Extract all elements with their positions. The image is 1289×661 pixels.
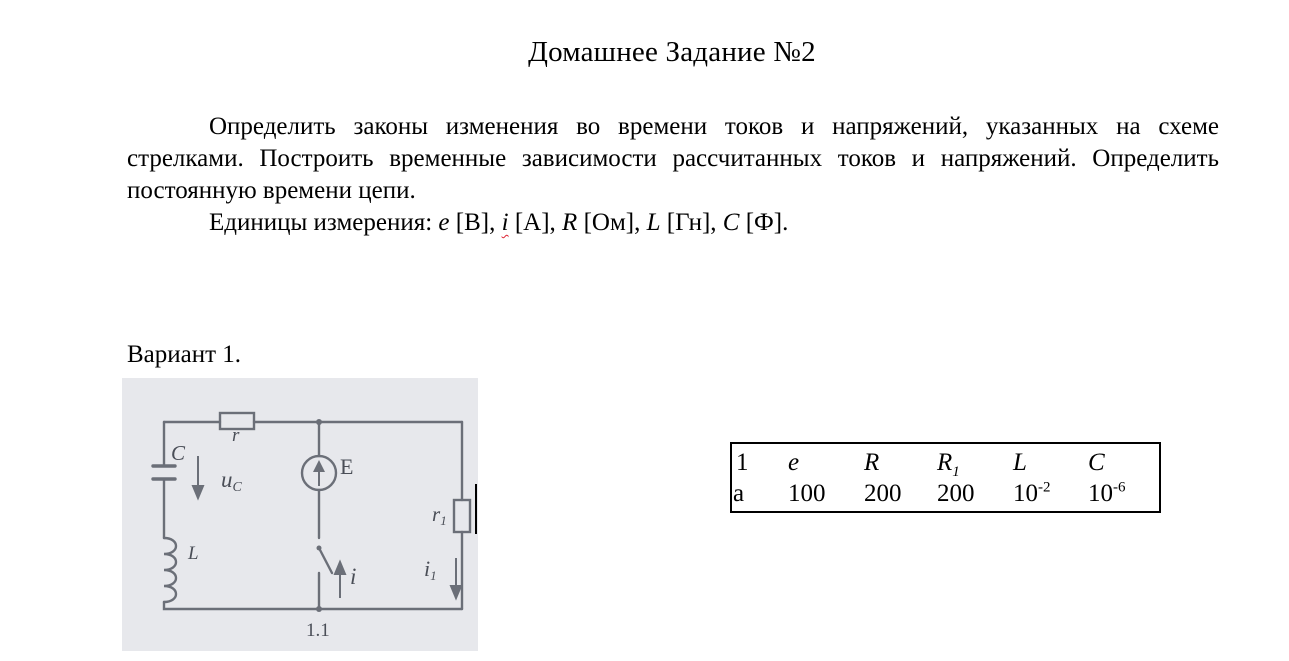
- label-i1: i1: [424, 556, 437, 583]
- circuit-photo: [122, 378, 478, 651]
- unit-C: [Ф].: [739, 209, 789, 236]
- table-cell: 1: [736, 448, 749, 476]
- label-r1: r1: [432, 502, 447, 528]
- page-title: Домашнее Задание №2: [528, 36, 816, 68]
- unit-i: [А],: [508, 209, 563, 236]
- units-line: [209, 207, 788, 239]
- inductor-l: [164, 538, 176, 602]
- unit-e: [В],: [449, 209, 502, 236]
- table-cell: a: [733, 479, 745, 507]
- table-cell: e: [788, 448, 800, 476]
- unit-symbol-C: C: [722, 209, 740, 236]
- current-arrow-i: [335, 562, 345, 574]
- figure-number: 1.1: [306, 620, 330, 641]
- label-i: i: [350, 564, 357, 589]
- label-c: C: [171, 441, 186, 465]
- unit-symbol-e: e: [438, 209, 450, 236]
- label-e: E: [340, 454, 354, 479]
- current-arrow-i1: [451, 586, 461, 598]
- table-cell: $10^{-6}$: [1088, 479, 1126, 507]
- unit-L: [Гн],: [660, 209, 723, 236]
- task-text: Определить законы изменения во времени токов и напряжений, указанных на схеме стрелками. Построить временные зависимости рассчитанных токов и напряжений. Определить постоянную времени цепи.: [127, 113, 1219, 204]
- label-uc: uC: [221, 467, 242, 495]
- resistor-r1: [454, 500, 470, 532]
- label-r: r: [232, 425, 240, 446]
- voltage-arrow-uc: [193, 486, 203, 498]
- capacitor-c: [153, 466, 175, 479]
- table-cell: $10^{-2}$: [1013, 479, 1051, 507]
- circuit-diagram: [122, 378, 478, 651]
- units-prefix: Единицы измерения:: [209, 209, 439, 236]
- table-cell: $R_1$: [937, 448, 960, 480]
- table-cell: 200: [937, 479, 975, 507]
- table-cell: 200: [864, 479, 902, 507]
- table-header-row: [732, 444, 1148, 478]
- task-description: [127, 111, 1219, 207]
- unit-R: [Ом],: [577, 209, 647, 236]
- table-cell: 100: [788, 479, 826, 507]
- table-row: [732, 478, 1148, 509]
- unit-symbol-L: L: [646, 209, 661, 236]
- variant-label: Вариант 1.: [127, 341, 242, 368]
- variant-table: [730, 442, 1161, 513]
- label-l: L: [188, 543, 199, 564]
- unit-symbol-R: R: [562, 209, 578, 236]
- table-cell: L: [1013, 448, 1027, 476]
- table-cell: C: [1088, 448, 1105, 476]
- text-cursor-bar: [475, 484, 477, 534]
- switch: [319, 548, 332, 573]
- table-cell: R: [864, 448, 880, 476]
- unit-symbol-i: i: [501, 209, 509, 236]
